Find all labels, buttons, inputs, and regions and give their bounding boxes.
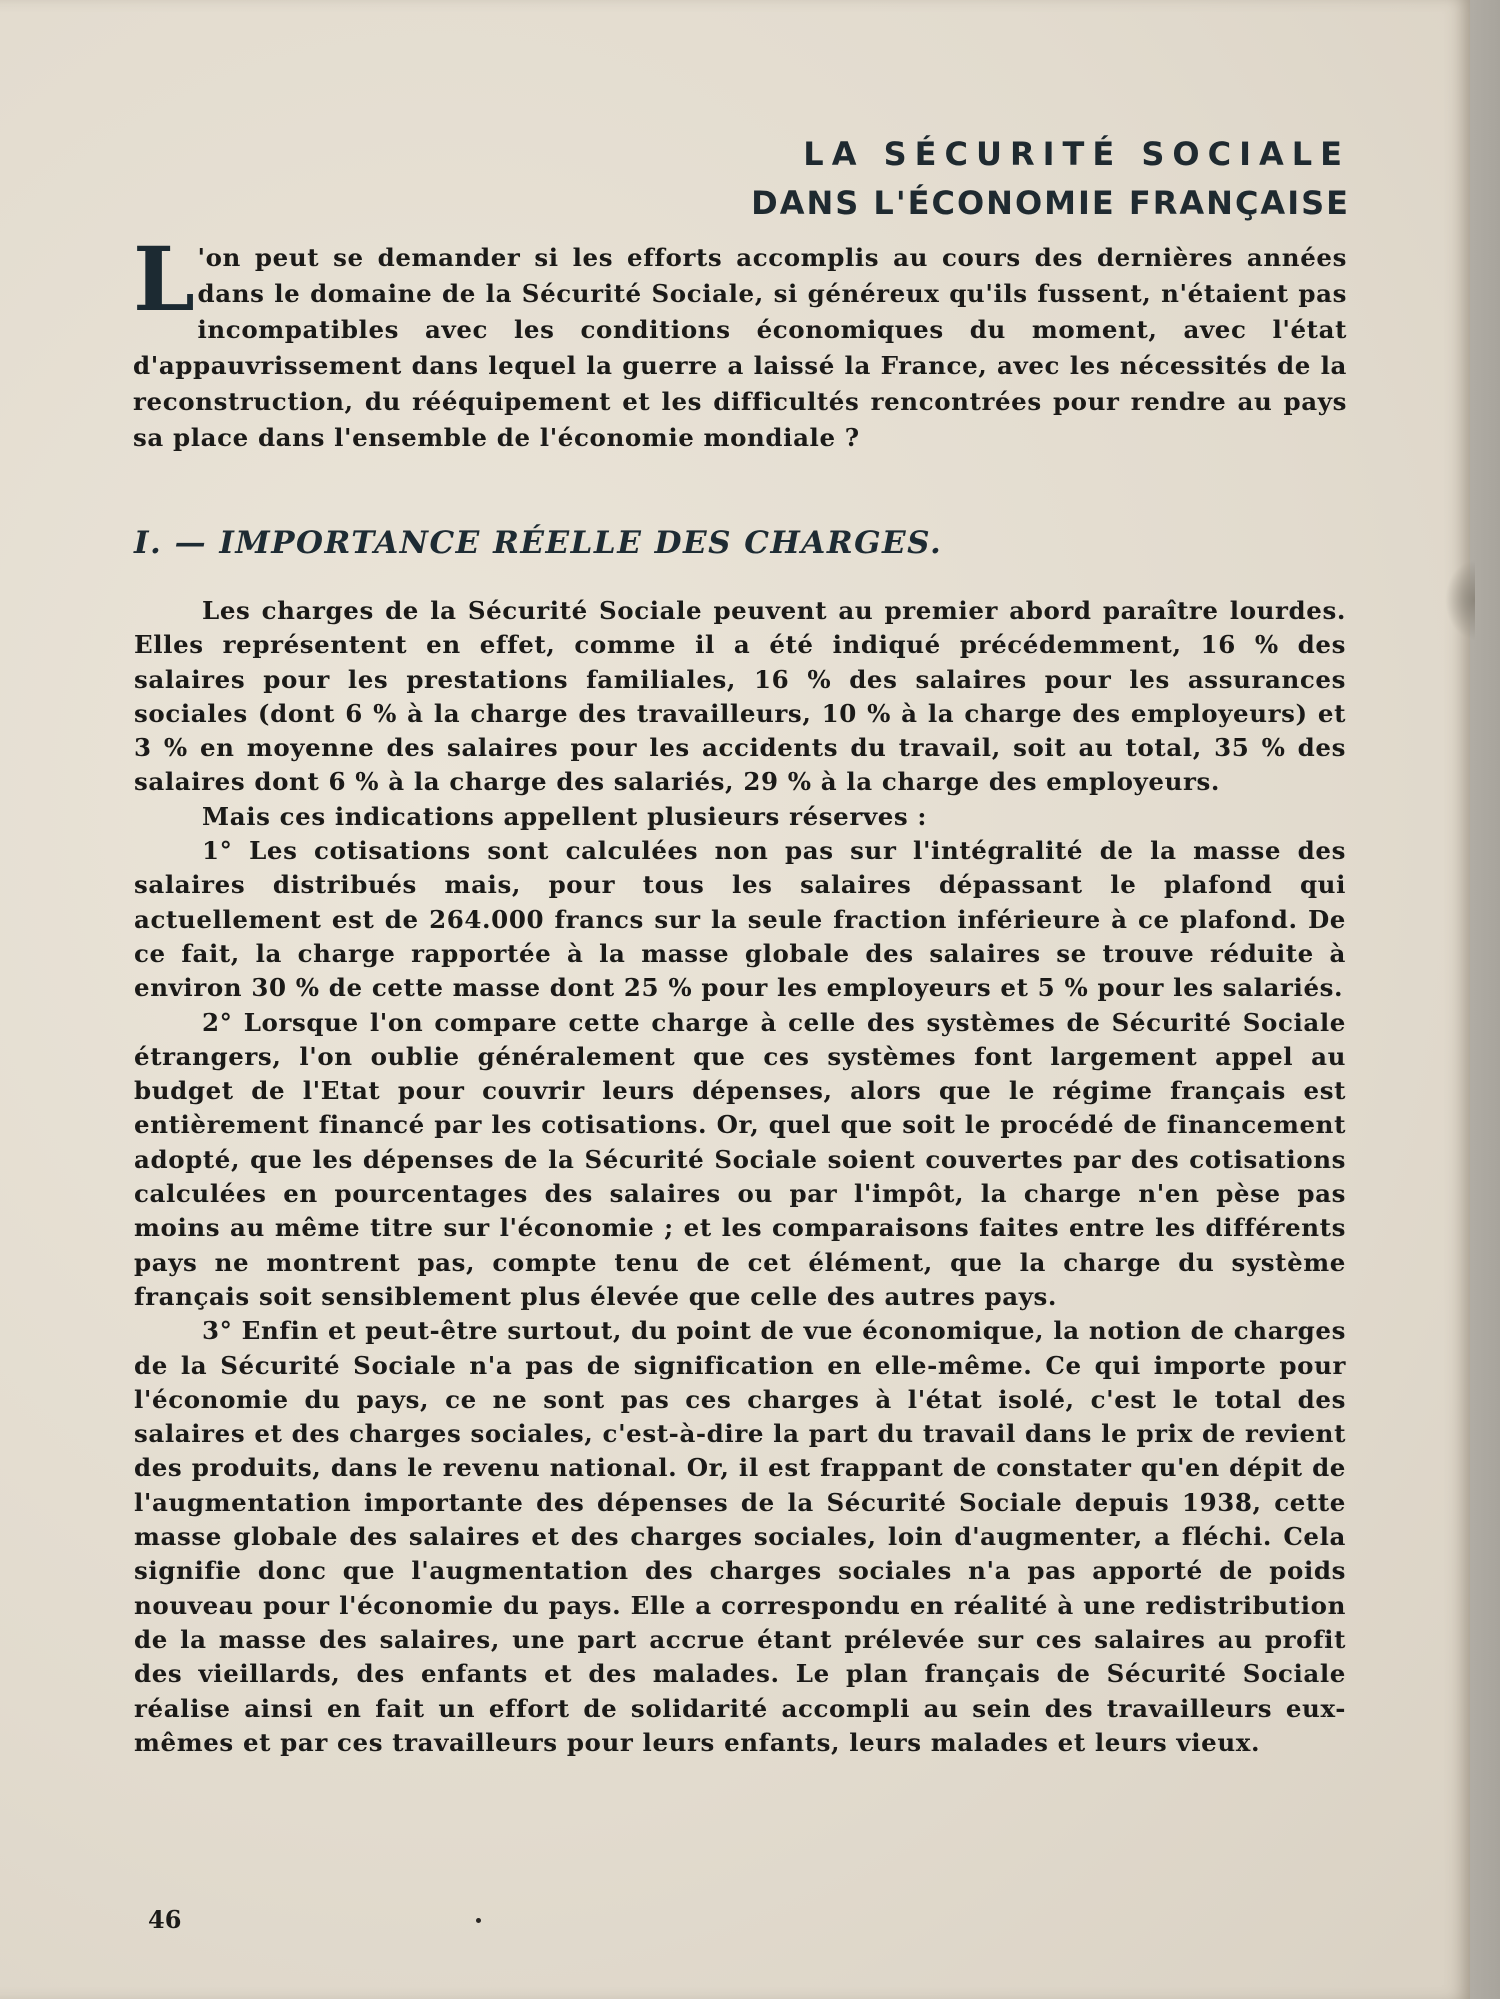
intro-text: 'on peut se demander si les efforts accomplis au cours des dernières années dans le domaine de la Sécurité Sociale, si généreux qu'ils fussent, n'étaient pas incompatibles avec les conditions économiques du moment, avec l'état d'appauvrissement dans lequel la guerre a laissé la France, avec les nécessités de la reconstruction, du rééquipement et les difficultés rencontrées pour rendre au pays sa place dans l'ensemble de l'économie mondiale ? <box>133 243 1347 452</box>
page-number: 46 <box>148 1905 182 1934</box>
paragraph-charges: Les charges de la Sécurité Sociale peuvent au premier abord paraître lourdes. Elles représentent en effet, comme il a été indiqué précédemment, 16 % des salaires pour les prestations familiales, 16 % des salaires pour les assurances sociales (dont 6 % à la charge des travailleurs, 10 % à la charge des employeurs) et 3 % en moyenne des salaires pour les accidents du travail, soit au total, 35 % des salaires dont 6 % à la charge des salariés, 29 % à la charge des employeurs. <box>134 596 1346 797</box>
title-line-2: DANS L'ÉCONOMIE FRANÇAISE <box>751 184 1350 222</box>
page-edge-tear <box>1445 560 1475 640</box>
section-heading: I. — IMPORTANCE RÉELLE DES CHARGES. <box>134 525 943 561</box>
paragraph-point-1: 1° Les cotisations sont calculées non pas sur l'intégralité de la masse des salaires distribués mais, pour tous les salaires dépassant le plafond qui actuellement est de 264.000 francs sur la seule fraction inférieure à ce plafond. De ce fait, la charge rapportée à la masse globale des salaires se trouve réduite à environ 30 % de cette masse dont 25 % pour les employeurs et 5 % pour les salariés. <box>134 836 1346 1003</box>
page-title <box>560 128 1350 226</box>
intro-paragraph <box>133 227 1347 456</box>
paragraph-reserves: Mais ces indications appellent plusieurs réserves : <box>202 801 928 831</box>
title-line-1: LA SÉCURITÉ SOCIALE <box>803 135 1350 173</box>
paragraph-point-2: 2° Lorsque l'on compare cette charge à celle des systèmes de Sécurité Sociale étrangers, l'on oublie généralement que ces systèmes font largement appel au budget de l'Etat pour couvrir leurs dépenses, alors que le régime français est entièrement financé par les cotisations. Or, quel que soit le procédé de financement adopté, que les dépenses de la Sécurité Sociale soient couvertes par des cotisations calculées en pourcentages des salaires ou par l'impôt, la charge n'en pèse pas moins au même titre sur l'économie ; et les comparaisons faites entre les différents pays ne montrent pas, compte tenu de cet élément, que la charge du système français soit sensiblement plus élevée que celle des autres pays. <box>134 1007 1346 1311</box>
drop-cap: L <box>133 227 196 331</box>
section-body <box>134 594 1346 1760</box>
paragraph-point-3: 3° Enfin et peut-être surtout, du point de vue économique, la notion de charges de la Sécurité Sociale n'a pas de signification en elle-même. Ce qui importe pour l'économie du pays, ce ne sont pas ces charges à l'état isolé, c'est le total des salaires et des charges sociales, c'est-à-dire la part du travail dans le prix de revient des produits, dans le revenu national. Or, il est frappant de constater qu'en dépit de l'augmentation importante des dépenses de la Sécurité Sociale depuis 1938, cette masse globale des salaires et des charges sociales, loin d'augmenter, a fléchi. Cela signifie donc que l'augmentation des charges sociales n'a pas apporté de poids nouveau pour l'économie du pays. Elle a correspondu en réalité à une redistribution de la masse des salaires, une part accrue étant prélevée sur ces salaires au profit des vieillards, des enfants et des malades. Le plan français de Sécurité Sociale réalise ainsi en fait un effort de solidarité accompli au sein des travailleurs eux-mêmes et par ces travailleurs pour leurs enfants, leurs malades et leurs vieux. <box>134 1316 1346 1757</box>
ink-dot <box>476 1918 481 1923</box>
